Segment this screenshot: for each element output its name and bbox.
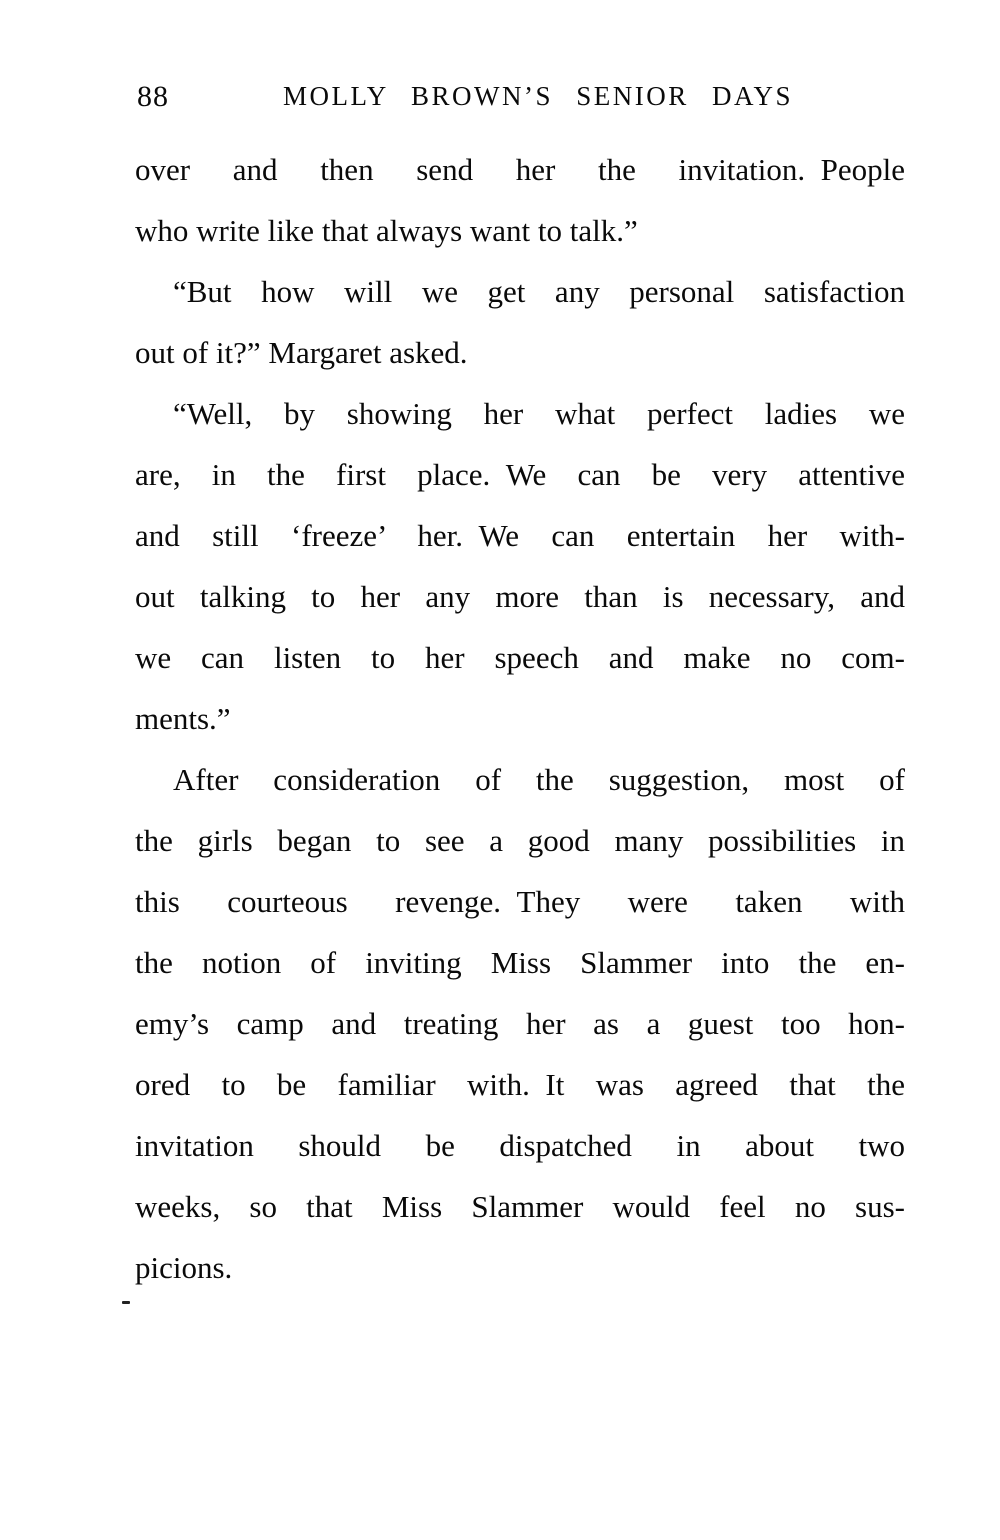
text-line: ored to be familiar with. It was agreed that the [135,1067,905,1102]
text-line: “But how will we get any personal satisfaction [173,274,905,309]
text-line: After consideration of the suggestion, most of [173,762,905,797]
text-line: emy’s camp and treating her as a guest too hon- [135,1006,905,1041]
text-line: invitation should be dispatched in about two [135,1128,905,1163]
text-line: ments.” [135,701,231,736]
text-line: over and then send her the invitation. People [135,152,905,187]
page-header [135,80,905,114]
text-line: are, in the first place. We can be very attentive [135,457,905,492]
page-body [135,139,905,1298]
text-line: picions. [135,1250,233,1285]
scan-artifact-dot [122,1301,130,1304]
text-line: weeks, so that Miss Slammer would feel no sus- [135,1189,905,1224]
page-number: 88 [137,80,169,113]
running-title: MOLLY BROWN’S SENIOR DAYS [282,81,794,111]
text-line: who write like that always want to talk.” [135,213,638,248]
text-line: “Well, by showing her what perfect ladies we [173,396,905,431]
text-line: out talking to her any more than is necessary, and [135,579,905,614]
text-line: we can listen to her speech and make no com- [135,640,905,675]
text-line: and still ‘freeze’ her. We can entertain her with- [135,518,905,553]
text-line: the girls began to see a good many possibilities in [135,823,905,858]
text-line: out of it?” Margaret asked. [135,335,468,370]
text-line: the notion of inviting Miss Slammer into the en- [135,945,905,980]
text-line: this courteous revenge. They were taken with [135,884,905,919]
